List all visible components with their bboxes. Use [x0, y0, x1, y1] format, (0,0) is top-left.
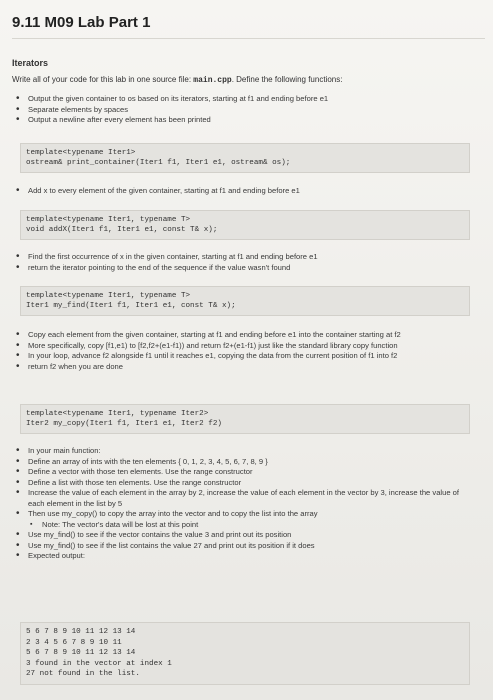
addx-code: template<typename Iter1, typename T> void addX(Iter1 f1, Iter1 e1, const T& x); — [20, 210, 470, 240]
bullet: • return f2 when you are done — [14, 362, 464, 373]
bullet: • Define an array of ints with the ten elements { 0, 1, 2, 3, 4, 5, 6, 7, 8, 9 } — [14, 457, 464, 468]
intro-text: Write all of your code for this lab in one source file: main.cpp. Define the following functions: — [12, 75, 343, 85]
my-find-code: template<typename Iter1, typename T> Iter1 my_find(Iter1 f1, Iter1 e1, const T& x); — [20, 286, 470, 316]
my-copy-bullets — [14, 330, 464, 372]
bullet: • return the iterator pointing to the end of the sequence if the value wasn't found — [14, 263, 464, 274]
bullet: • Add x to every element of the given container, starting at f1 and ending before e1 — [14, 186, 464, 197]
expected-output: 5 6 7 8 9 10 11 12 13 14 2 3 4 5 6 7 8 9 10 11 5 6 7 8 9 10 11 12 13 14 3 found in the vector at index 1 27 not found in the list. — [20, 622, 470, 685]
intro-pre: Write all of your code for this lab in one source file: — [12, 75, 192, 84]
bullet: • Then use my_copy() to copy the array into the vector and to copy the list into the array — [14, 509, 464, 520]
bullet: • In your main function: — [14, 446, 464, 457]
print-container-code: template<typename Iter1> ostream& print_container(Iter1 f1, Iter1 e1, ostream& os); — [20, 143, 470, 173]
my-find-bullets — [14, 252, 464, 273]
bullet: • Define a vector with those ten elements. Use the range constructor — [14, 467, 464, 478]
title-divider — [12, 38, 485, 39]
intro-post: Define the following functions: — [236, 75, 343, 84]
page-title: 9.11 M09 Lab Part 1 — [12, 14, 151, 31]
my-copy-code: template<typename Iter1, typename Iter2> Iter2 my_copy(Iter1 f1, Iter1 e1, Iter2 f2) — [20, 404, 470, 434]
addx-bullets — [14, 186, 464, 197]
bullet: • Output a newline after every element has been printed — [14, 115, 464, 126]
print-container-bullets — [14, 94, 464, 126]
bullet: • Find the first occurrence of x in the given container, starting at f1 and ending before e1 — [14, 252, 464, 263]
bullet: • Copy each element from the given container, starting at f1 and ending before e1 into the container starting at f2 — [14, 330, 464, 341]
bullet: • Use my_find() to see if the vector contains the value 3 and print out its position — [14, 530, 464, 541]
sub-bullet: ▪ Note: The vector's data will be lost at this point — [14, 520, 464, 531]
bullet: • More specifically, copy [f1,e1) to [f2,f2+(e1-f1)) and return f2+(e1-f1) just like the standard library copy function — [14, 341, 464, 352]
bullet: • Use my_find() to see if the list contains the value 27 and print out its position if it does — [14, 541, 464, 552]
section-heading: Iterators — [12, 58, 49, 68]
intro-filename: main.cpp — [193, 76, 232, 85]
bullet: • Define a list with those ten elements. Use the range constructor — [14, 478, 464, 489]
bullet: • Expected output: — [14, 551, 464, 562]
bullet: • Separate elements by spaces — [14, 105, 464, 116]
main-bullets — [14, 446, 464, 562]
bullet: • In your loop, advance f2 alongside f1 until it reaches e1, copying the data from the current position of f1 into f2 — [14, 351, 464, 362]
bullet: • Increase the value of each element in the array by 2, increase the value of each element in the vector by 3, increase the value of each element in the list by 5 — [14, 488, 464, 509]
bullet: • Output the given container to os based on its iterators, starting at f1 and ending before e1 — [14, 94, 464, 105]
